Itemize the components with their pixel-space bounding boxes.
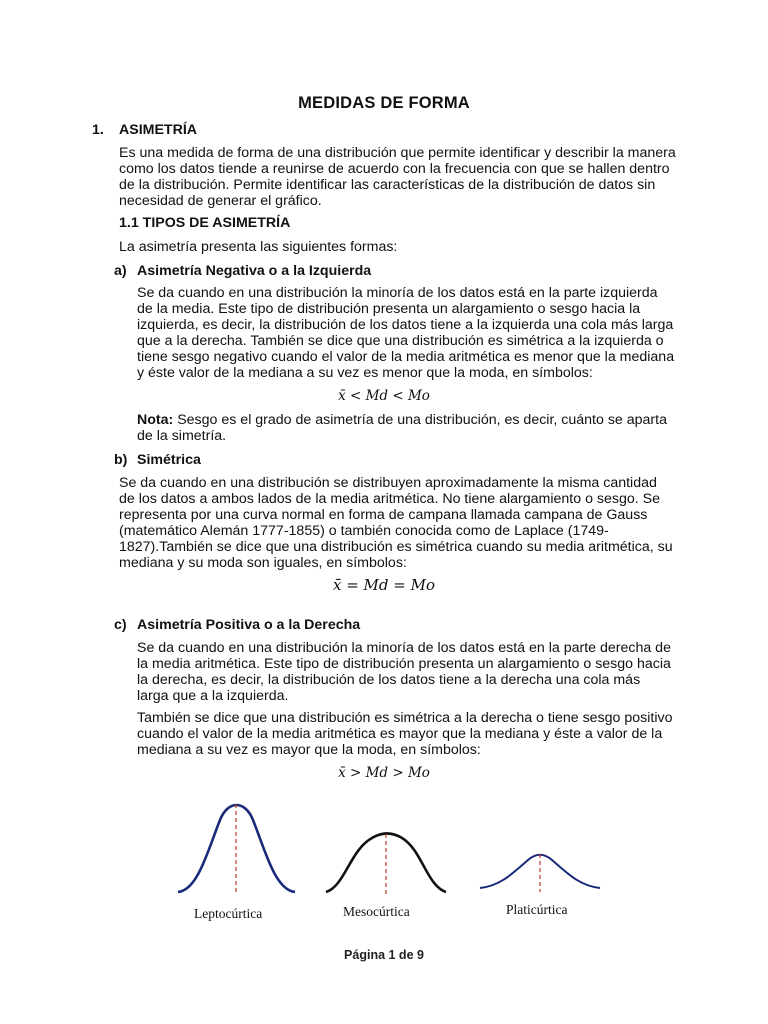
formula-positive: x̄ > Md > Mo: [338, 765, 430, 781]
item-c-marker: c): [114, 617, 127, 633]
item-b-marker: b): [114, 452, 128, 468]
text-line: como los datos tiende a reunirse de acuerdo con la frecuencia con que se hallen dentro: [119, 161, 670, 177]
item-a-heading: Asimetría Negativa o a la Izquierda: [137, 263, 372, 279]
formula-negative: x̄ < Md < Mo: [338, 388, 430, 404]
page-title: MEDIDAS DE FORMA: [298, 94, 470, 112]
section-intro: [119, 145, 677, 209]
text-line: tiene sesgo negativo cuando el valor de la media aritmética es menor que la mediana: [137, 349, 675, 365]
item-a-body: [137, 285, 677, 381]
note-line: [137, 412, 677, 428]
note-label: Nota:: [137, 412, 174, 428]
text-line: Se da cuando en una distribución la minoría de los datos está en la parte izquierda: [137, 285, 658, 301]
note-block: [137, 412, 677, 444]
leptokurtic-label: Leptocúrtica: [194, 906, 263, 921]
text-line: mediana y su moda son iguales, en símbolos:: [119, 555, 407, 571]
kurtosis-curves-figure: [150, 790, 620, 930]
text-line: Es una medida de forma de una distribución que permite identificar y describir la manera: [119, 145, 676, 161]
text-line: la derecha, es decir, la distribución de los datos tiene a la derecha una cola más: [137, 672, 641, 688]
item-c-body-2: [137, 710, 677, 758]
section-heading: ASIMETRÍA: [119, 122, 198, 138]
section-number: 1.: [92, 122, 104, 138]
text-line: de la distribución. Permite identificar las características de la distribución de datos sin: [119, 177, 656, 193]
text-line: representa por una curva normal en forma de campana llamada campana de Gauss: [119, 507, 648, 523]
text-line: y éste valor de la mediana a su vez es menor que la moda, en símbolos:: [137, 365, 593, 381]
text-line: También se dice que una distribución es simétrica a la derecha o tiene sesgo positivo: [137, 710, 673, 726]
note-line: de la simetría.: [137, 428, 227, 444]
text-line: que a la derecha. También se dice que una distribución es simétrica a la izquierda o: [137, 333, 664, 349]
text-line: cuando el valor de la media aritmética es mayor que la mediana y éste a valor de la: [137, 726, 663, 742]
item-b-heading: Simétrica: [137, 452, 201, 468]
text-line: Se da cuando en una distribución la minoría de los datos está en la parte derecha de: [137, 640, 671, 656]
text-line: de los datos a ambos lados de la media aritmética. No tiene alargamiento o sesgo. Se: [119, 491, 661, 507]
note-text: Sesgo es el grado de asimetría de una distribución, es decir, cuánto se aparta: [173, 412, 667, 428]
subsection-lead: La asimetría presenta las siguientes formas:: [119, 239, 398, 255]
page-footer: Página 1 de 9: [344, 948, 424, 962]
item-c-heading: Asimetría Positiva o a la Derecha: [137, 617, 361, 633]
item-c-body: [137, 640, 677, 704]
item-b-body: [119, 475, 677, 571]
mesokurtic-label: Mesocúrtica: [343, 904, 410, 919]
text-line: mediana a su vez es mayor que la moda, en símbolos:: [137, 742, 481, 758]
text-line: necesidad de generar el gráfico.: [119, 193, 322, 209]
text-line: Se da cuando en una distribución se distribuyen aproximadamente la misma cantidad: [119, 475, 657, 491]
platykurtic-label: Platicúrtica: [506, 902, 568, 917]
text-line: (matemático Alemán 1777-1855) o también conocida como de Laplace (1749-: [119, 523, 609, 539]
formula-symmetric: x̄ = Md = Mo: [332, 576, 436, 594]
item-a-marker: a): [114, 263, 127, 279]
text-line: la media aritmética. Este tipo de distribución presenta un alargamiento o sesgo hacia: [137, 656, 671, 672]
text-line: izquierda, es decir, la distribución de los datos tiene a la izquierda una cola más larga: [137, 317, 674, 333]
text-line: larga que a la izquierda.: [137, 688, 289, 704]
text-line: 1827).También se dice que una distribución es simétrica cuando su media aritmética, su: [119, 539, 673, 555]
text-line: de la media. Este tipo de distribución presenta un alargamiento o sesgo hacia la: [137, 301, 641, 317]
subsection-heading: 1.1 TIPOS DE ASIMETRÍA: [119, 215, 291, 231]
